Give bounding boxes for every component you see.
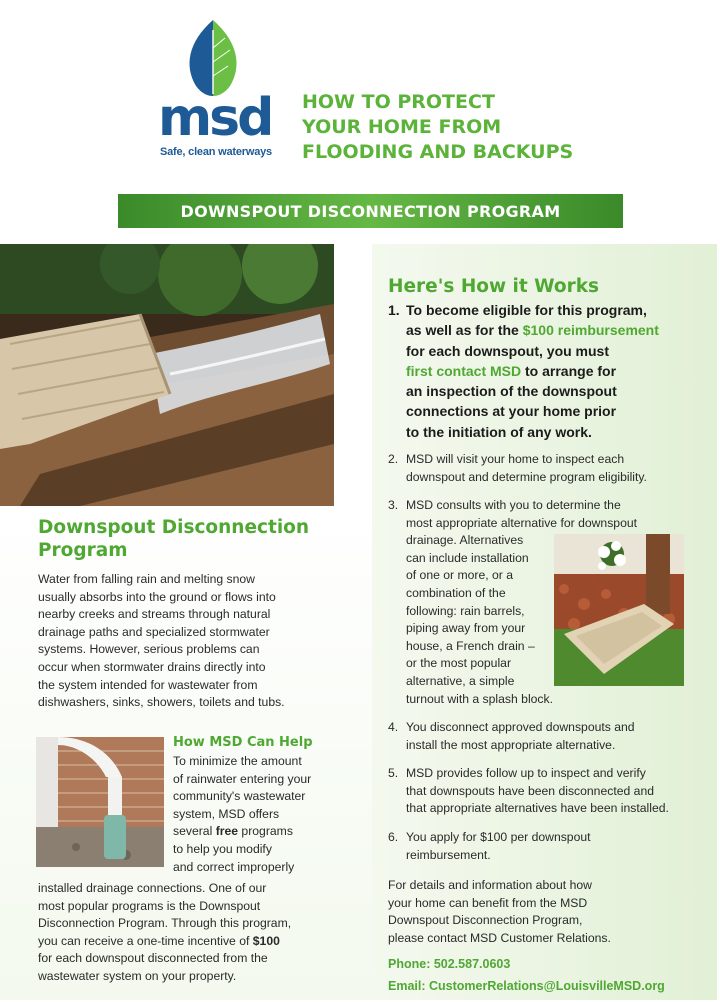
step-number: 2. (388, 452, 399, 466)
text-line: drainage paths and specialized stormwater (38, 624, 270, 639)
step-line (388, 300, 708, 320)
headline-line: YOUR HOME FROM (302, 116, 502, 138)
step-line: of one or more, or a (406, 568, 514, 583)
reimbursement-highlight: $100 reimbursement (522, 322, 659, 339)
step-line: or the most popular (406, 656, 512, 671)
text-line: your home can benefit from the MSD (388, 895, 588, 910)
text-line: To minimize the amount (173, 754, 302, 768)
step-line: alternative, a simple (406, 673, 515, 688)
section-title-line: Downspout Disconnection (38, 517, 310, 538)
intro-paragraph (38, 571, 334, 712)
text-line: to help you modify (173, 841, 272, 856)
step-2 (388, 451, 708, 486)
step-line: reimbursement. (406, 847, 491, 862)
help-paragraph-continued (38, 880, 338, 986)
step-number: 5. (388, 766, 399, 780)
headline-line: HOW TO PROTECT (302, 91, 495, 113)
text-line: Disconnection Program. Through this program, (38, 916, 292, 931)
text-line: and correct improperly (173, 859, 295, 874)
free-emphasis: free (215, 824, 239, 839)
text-line: system, MSD offers (173, 806, 280, 821)
step-line (388, 829, 708, 847)
splash-block-photo (554, 534, 684, 686)
step-number: 1. (388, 302, 400, 318)
step-line: that appropriate alternatives have been installed. (406, 801, 669, 816)
text-span: to arrange for (521, 362, 617, 379)
text-line: usually absorbs into the ground or flows into (38, 589, 276, 604)
banner-title: DOWNSPOUT DISCONNECTION PROGRAM (180, 201, 561, 221)
step-line: most appropriate alternative for downspout (406, 515, 638, 530)
text-line: dishwashers, sinks, showers, toilets and tubs. (38, 695, 285, 710)
help-paragraph (173, 753, 343, 876)
text-line: most popular programs is the Downspout (38, 898, 261, 913)
email-address[interactable]: Email: CustomerRelations@LouisvilleMSD.org (388, 979, 665, 993)
text-span: MSD provides follow up to inspect and verify (406, 766, 646, 780)
text-line: systems. However, serious problems can (38, 642, 260, 657)
text-span: You disconnect approved downspouts and (406, 720, 635, 734)
text-line: of rainwater entering your (173, 771, 312, 786)
step-line: to the initiation of any work. (406, 423, 592, 440)
text-line: nearby creeks and streams through natural (38, 607, 271, 622)
text-line: community's wastewater (173, 789, 306, 804)
text-line (173, 823, 343, 841)
section-title-line: Program (38, 540, 128, 561)
text-line: Water from falling rain and melting snow (38, 572, 255, 586)
text-line: please contact MSD Customer Relations. (388, 930, 611, 945)
step-line (388, 451, 708, 469)
text-span: several (173, 824, 216, 839)
text-span: MSD will visit your home to inspect each (406, 452, 625, 466)
step-line: that downspouts have been disconnected and (406, 783, 654, 798)
page-headline (302, 90, 602, 165)
text-line: occur when stormwater drains directly into (38, 659, 266, 674)
step-number: 6. (388, 830, 399, 844)
step-6 (388, 829, 708, 864)
step-line: house, a French drain – (406, 638, 535, 653)
step-line: downspout and determine program eligibility. (406, 469, 647, 484)
step-4 (388, 719, 708, 754)
step-line (388, 497, 708, 515)
section-title (38, 516, 358, 562)
text-span: as well as for the (406, 322, 523, 339)
text-span: You apply for $100 per downspout (406, 830, 591, 844)
step-1 (388, 300, 708, 442)
help-title: How MSD Can Help (173, 735, 313, 750)
phone-number[interactable]: Phone: 502.587.0603 (388, 957, 511, 971)
text-span: MSD consults with you to determine the (406, 498, 621, 512)
text-line: wastewater system on your property. (38, 968, 237, 983)
step-line: connections at your home prior (406, 403, 617, 420)
contact-highlight: first contact MSD (406, 362, 522, 379)
step-line: piping away from your (406, 621, 526, 636)
incentive-amount: $100 (252, 933, 280, 948)
text-span: you can receive a one-time incentive of (38, 933, 253, 948)
headline-line: FLOODING AND BACKUPS (302, 141, 574, 163)
step-5 (388, 765, 708, 818)
step-line (388, 361, 708, 381)
text-span: programs (238, 824, 293, 839)
text-line: installed drainage connections. One of our (38, 881, 267, 895)
text-line: the system intended for wastewater from (38, 677, 258, 692)
step-line: combination of the (406, 585, 506, 600)
text-line: Downspout Disconnection Program, (388, 913, 583, 928)
downspout-pipe-photo (36, 737, 164, 867)
contact-paragraph (388, 877, 708, 947)
text-line (38, 933, 338, 951)
step-number: 3. (388, 498, 399, 512)
step-line (388, 719, 708, 737)
msd-wordmark: msd (158, 88, 272, 148)
step-line: an inspection of the downspout (406, 383, 617, 400)
step-number: 4. (388, 720, 399, 734)
step-line: install the most appropriate alternative. (406, 737, 616, 752)
step-line (388, 765, 708, 783)
step-line: following: rain barrels, (406, 603, 525, 618)
text-line: for each downspout disconnected from the (38, 951, 268, 966)
logo-tagline: Safe, clean waterways (160, 146, 272, 158)
step-line: drainage. Alternatives (406, 533, 524, 548)
how-it-works-title: Here's How it Works (388, 276, 600, 297)
step-line (388, 320, 708, 340)
step-line: for each downspout, you must (406, 342, 610, 359)
step-line: turnout with a splash block. (406, 691, 554, 706)
text-span: To become eligible for this program, (406, 302, 647, 318)
step-line: can include installation (406, 550, 529, 565)
text-line: For details and information about how (388, 878, 592, 892)
downspout-photo (0, 244, 334, 506)
program-banner (118, 194, 623, 228)
